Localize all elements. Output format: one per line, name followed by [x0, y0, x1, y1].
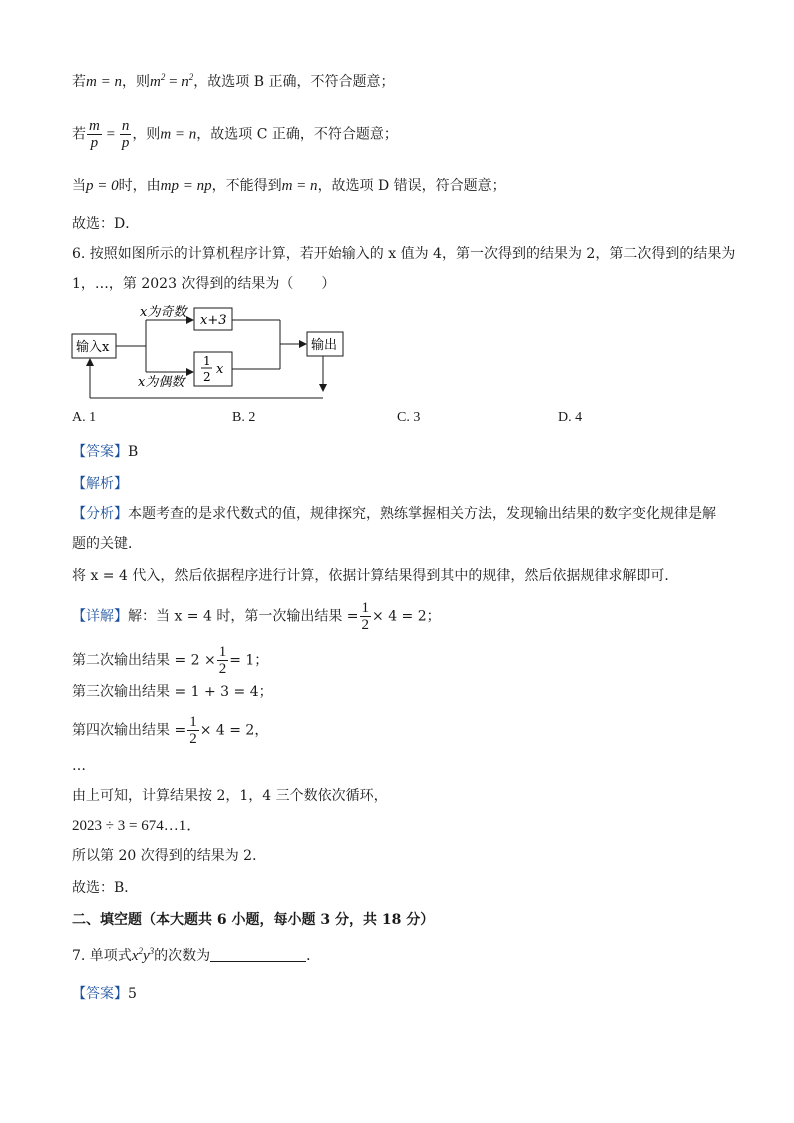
- option-c: C. 3: [397, 410, 421, 425]
- fraction-n-over-p: $\frac{n}{p}$: [121, 118, 130, 151]
- fraction-half: $\frac{1}{2}$: [218, 644, 227, 677]
- answer-value: B: [128, 444, 139, 460]
- even-branch-label: x为偶数: [138, 375, 185, 390]
- answer-7-line: 【答案】5: [72, 986, 137, 1002]
- option-d: D. 4: [558, 410, 583, 425]
- question-6-text: 6. 按照如图所示的计算机程序计算，若开始输入的 x 值为 4，第一次得到的结果为 2，第二次得到的结果为: [72, 246, 736, 262]
- add-three-label: x+3: [200, 313, 227, 328]
- answer-tag: 【答案】: [72, 444, 128, 460]
- detail-line-1: 【详解】解：当 x = 4 时，第一次输出结果 = $\frac{1}{2}$ × 4 = 2；: [72, 600, 441, 633]
- option-b: B. 2: [232, 410, 256, 425]
- math-m-squared: $m^2$: [149, 72, 166, 90]
- odd-branch-label: x为奇数: [140, 305, 187, 320]
- fraction-m-over-p: $\frac{m}{p}$: [89, 118, 100, 151]
- fraction-half: $\frac{1}{2}$: [361, 600, 370, 633]
- detail-line-4: 第四次输出结果 = $\frac{1}{2}$ × 4 = 2，: [72, 714, 269, 747]
- detail-line-3: 第三次输出结果 = 1 + 3 = 4；: [72, 684, 273, 700]
- question-6-text-cont: 1，…，第 2023 次得到的结果为（ ）: [72, 276, 336, 292]
- solution-line-d: 当p = 0时，由mp = np，不能得到m = n，故选项 D 错误，符合题意；: [72, 178, 506, 194]
- detail-line-2: 第二次输出结果 = 2 × $\frac{1}{2}$ = 1；: [72, 644, 269, 677]
- output-label: 输出: [311, 338, 338, 353]
- division-line: 2023 ÷ 3 = 674…1．: [72, 818, 202, 834]
- half-num: 1: [203, 354, 211, 368]
- answer-line: [72, 442, 138, 462]
- section-title: 二、填空题（本大题共 6 小题，每小题 3 分，共 18 分）: [72, 912, 435, 928]
- math-m-eq-n: m = n: [86, 74, 122, 90]
- half-box: [194, 352, 232, 386]
- analysis-tag: 【解析】: [72, 476, 128, 492]
- math-n-squared: $n^2$: [181, 72, 194, 90]
- option-a: A. 1: [72, 410, 97, 425]
- input-label: 输入x: [76, 340, 110, 355]
- monomial: $x^2y^3$: [131, 946, 155, 964]
- substitution-line: 将 x = 4 代入，然后依据程序进行计算，依据计算结果得到其中的规律，然后依据规律求解即可．: [72, 568, 679, 584]
- fenxi-line: 【分析】本题考查的是求代数式的值，规律探究，熟练掌握相关方法，发现输出结果的数字变化规律是解: [72, 506, 716, 522]
- final-choice: 故选：B．: [72, 880, 139, 896]
- solution-line-b: 若m = n，则$m^2 = n^2$，故选项 B 正确，不符合题意；: [72, 72, 395, 90]
- fenxi-line-cont: 题的关键．: [72, 536, 142, 552]
- half-den: 2: [203, 370, 211, 384]
- cycle-line: 由上可知，计算结果按 2，1，4 三个数依次循环，: [72, 788, 388, 804]
- answer-choice-d: 故选：D．: [72, 216, 140, 232]
- solution-line-c: 若 $\frac{m}{p}$ = $\frac{n}{p}$ ，则m = n，故选项 C 正确，不符合题意；: [72, 118, 398, 151]
- ellipsis: …: [72, 758, 86, 774]
- result-line: 所以第 20 次得到的结果为 2．: [72, 848, 267, 864]
- question-7: 7. 单项式$x^2y^3$的次数为 ．: [72, 946, 321, 964]
- answer-blank: [210, 947, 306, 962]
- program-flowchart: [70, 300, 360, 402]
- half-var: x: [216, 362, 224, 377]
- fraction-half: $\frac{1}{2}$: [189, 714, 197, 747]
